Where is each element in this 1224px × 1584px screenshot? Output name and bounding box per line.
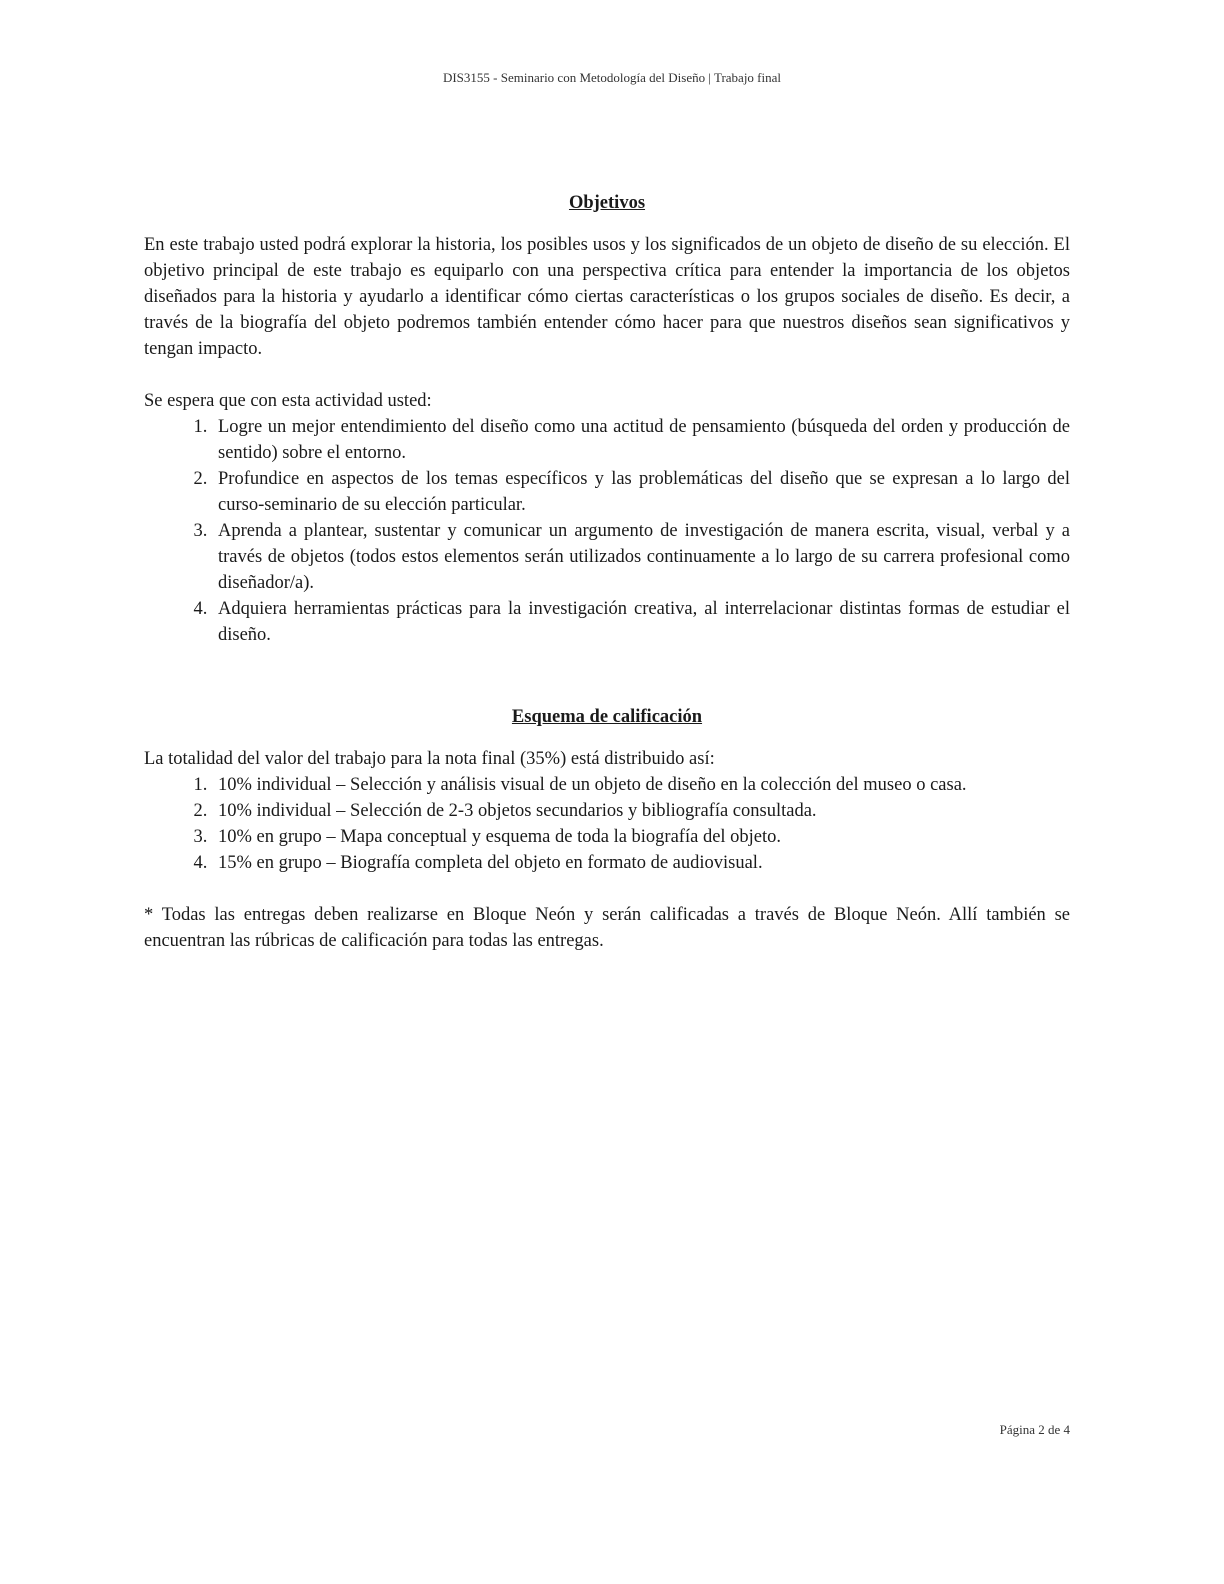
- list-item: 3. Aprenda a plantear, sustentar y comunicar un argumento de investigación de manera escrita, visual, verbal y a través de objetos (todos estos elementos serán utilizados continuamente a lo largo de su carrera profesional como diseñador/a).: [212, 518, 1070, 596]
- grading-list: [144, 772, 1070, 876]
- grading-intro: La totalidad del valor del trabajo para la nota final (35%) está distribuido así:: [144, 749, 715, 769]
- page-header: DIS3155 - Seminario con Metodología del Diseño | Trabajo final: [442, 70, 782, 85]
- grading-note: * Todas las entregas deben realizarse en Bloque Neón y serán calificadas a través de Bloque Neón. Allí también se encuentran las rúbricas de calificación para todas las entregas.: [144, 905, 1070, 951]
- objectives-list: [144, 414, 1070, 648]
- objectives-lead: Se espera que con esta actividad usted:: [144, 391, 432, 411]
- list-item: 2. 10% individual – Selección de 2-3 objetos secundarios y bibliografía consultada.: [212, 798, 1070, 824]
- grading-title: Esquema de calificación: [511, 707, 703, 727]
- page-number: Página 2 de 4: [999, 1422, 1070, 1437]
- objectives-intro: En este trabajo usted podrá explorar la historia, los posibles usos y los significados de un objeto de diseño de su elección. El objetivo principal de este trabajo es equiparlo con una perspectiva crítica para entender la importancia de los objetos diseñados para la historia y ayudarlo a identificar cómo ciertas características o los grupos sociales de diseño. Es decir, a través de la biografía del objeto podremos también entender cómo hacer para que nuestros diseños sean significativos y tengan impacto.: [144, 235, 1070, 359]
- document-body: [144, 190, 1070, 954]
- objectives-title: Objetivos: [568, 193, 646, 213]
- list-item: 3. 10% en grupo – Mapa conceptual y esquema de toda la biografía del objeto.: [212, 824, 1070, 850]
- list-item: 4. 15% en grupo – Biografía completa del objeto en formato de audiovisual.: [212, 850, 1070, 876]
- grading-section: [144, 704, 1070, 954]
- objectives-section: [144, 190, 1070, 648]
- list-item: 4. Adquiera herramientas prácticas para la investigación creativa, al interrelacionar distintas formas de estudiar el diseño.: [212, 596, 1070, 648]
- list-item: 2. Profundice en aspectos de los temas específicos y las problemáticas del diseño que se expresan a lo largo del curso-seminario de su elección particular.: [212, 466, 1070, 518]
- list-item: 1. Logre un mejor entendimiento del diseño como una actitud de pensamiento (búsqueda del orden y producción de sentido) sobre el entorno.: [212, 414, 1070, 466]
- list-item: 1. 10% individual – Selección y análisis visual de un objeto de diseño en la colección del museo o casa.: [212, 772, 1070, 798]
